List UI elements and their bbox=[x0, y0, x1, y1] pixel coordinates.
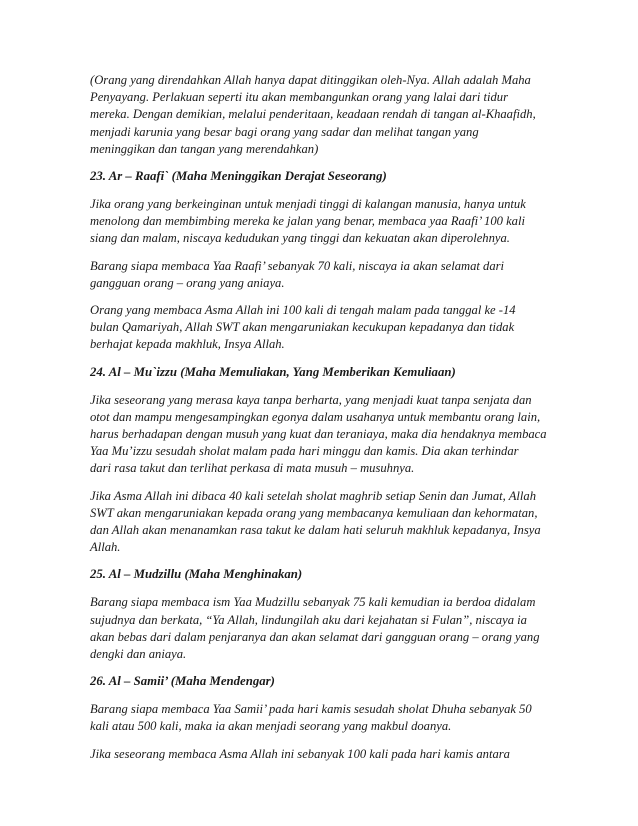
text-line: kali atau 500 kali, maka ia akan menjadi seorang yang makbul doanya. bbox=[90, 719, 452, 734]
text-line: Barang siapa membaca ism Yaa Mudzillu sebanyak 75 kali kemudian ia berdoa didalam bbox=[90, 595, 536, 610]
text-line: Allah. bbox=[90, 540, 121, 555]
text-line: harus berhadapan dengan musuh yang kuat dan teraniaya, maka dia hendaknya membaca bbox=[90, 427, 547, 442]
text-line: dengki dan aniaya. bbox=[90, 647, 187, 662]
paragraph bbox=[90, 196, 552, 248]
paragraph bbox=[90, 701, 552, 735]
section-heading: 24. Al – Mu`izzu (Maha Memuliakan, Yang Memberikan Kemuliaan) bbox=[90, 364, 456, 379]
text-line: dan Allah akan menanamkan rasa takut ke dalam hati seluruh makhluk kepadanya, Insya bbox=[90, 523, 541, 538]
text-line: Jika seseorang yang merasa kaya tanpa berharta, yang menjadi kuat tanpa senjata dan bbox=[90, 392, 532, 407]
text-line: Barang siapa membaca Yaa Samii’ pada hari kamis sesudah sholat Dhuha sebanyak 50 bbox=[90, 702, 532, 717]
text-line: Orang yang membaca Asma Allah ini 100 kali di tengah malam pada tanggal ke -14 bbox=[90, 303, 516, 318]
text-line: meninggikan dan tangan yang merendahkan) bbox=[90, 141, 319, 156]
text-line: menjadi karunia yang besar bagi orang yang sadar dan melihat tangan yang bbox=[90, 124, 479, 139]
text-line: Penyayang. Perlakuan seperti itu akan membangunkan orang yang lalai dari tidur bbox=[90, 90, 508, 105]
text-line: SWT akan mengaruniakan kepada orang yang membacanya kemuliaan dan kehormatan, bbox=[90, 505, 538, 520]
paragraph bbox=[90, 488, 552, 557]
text-line: Jika orang yang berkeinginan untuk menjadi tinggi di kalangan manusia, hanya untuk bbox=[90, 197, 526, 212]
paragraph bbox=[90, 746, 552, 763]
section-heading: 26. Al – Samii’ (Maha Mendengar) bbox=[90, 674, 275, 689]
text-line: siang dan malam, niscaya kedudukan yang tinggi dan kekuatan akan diperolehnya. bbox=[90, 231, 510, 246]
paragraph bbox=[90, 72, 552, 158]
text-line: Jika seseorang membaca Asma Allah ini sebanyak 100 kali pada hari kamis antara bbox=[90, 746, 510, 761]
text-line: berhajat kepada makhluk, Insya Allah. bbox=[90, 337, 285, 352]
text-line: bulan Qamariyah, Allah SWT akan mengaruniakan kecukupan kepadanya dan tidak bbox=[90, 320, 515, 335]
text-line: Barang siapa membaca Yaa Raafi’ sebanyak 70 kali, niscaya ia akan selamat dari bbox=[90, 258, 505, 273]
text-line: menolong dan membimbing mereka ke jalan yang benar, membaca yaa Raafi’ 100 kali bbox=[90, 214, 525, 229]
paragraph bbox=[90, 594, 552, 663]
paragraph bbox=[90, 258, 552, 292]
text-line: mereka. Dengan demikian, melalui penderitaan, keadaan rendah di tangan al-Khaafidh, bbox=[90, 107, 536, 122]
paragraph bbox=[90, 302, 552, 354]
section-heading: 25. Al – Mudzillu (Maha Menghinakan) bbox=[90, 567, 303, 582]
text-line: Yaa Mu’izzu sesudah sholat malam pada hari minggu dan kamis. Dia akan terhindar bbox=[90, 444, 519, 459]
document-page bbox=[90, 72, 552, 773]
text-line: dari rasa takut dan terlihat perkasa di mata musuh – musuhnya. bbox=[90, 461, 415, 476]
text-line: sujudnya dan berkata, “Ya Allah, lindungilah aku dari kejahatan si Fulan”, niscaya ia bbox=[90, 612, 527, 627]
text-line: otot dan mampu mengesampingkan egonya dalam usahanya untuk membantu orang lain, bbox=[90, 409, 541, 424]
text-line: Jika Asma Allah ini dibaca 40 kali setelah sholat maghrib setiap Senin dan Jumat, Allah bbox=[90, 488, 536, 503]
text-line: (Orang yang direndahkan Allah hanya dapat ditinggikan oleh-Nya. Allah adalah Maha bbox=[90, 73, 531, 87]
text-line: akan bebas dari dalam penjaranya dan akan selamat dari gangguan orang – orang yang bbox=[90, 629, 540, 644]
section-heading: 23. Ar – Raafi` (Maha Meninggikan Derajat Seseorang) bbox=[90, 169, 387, 184]
text-line: gangguan orang – orang yang aniaya. bbox=[90, 275, 285, 290]
paragraph bbox=[90, 392, 552, 478]
